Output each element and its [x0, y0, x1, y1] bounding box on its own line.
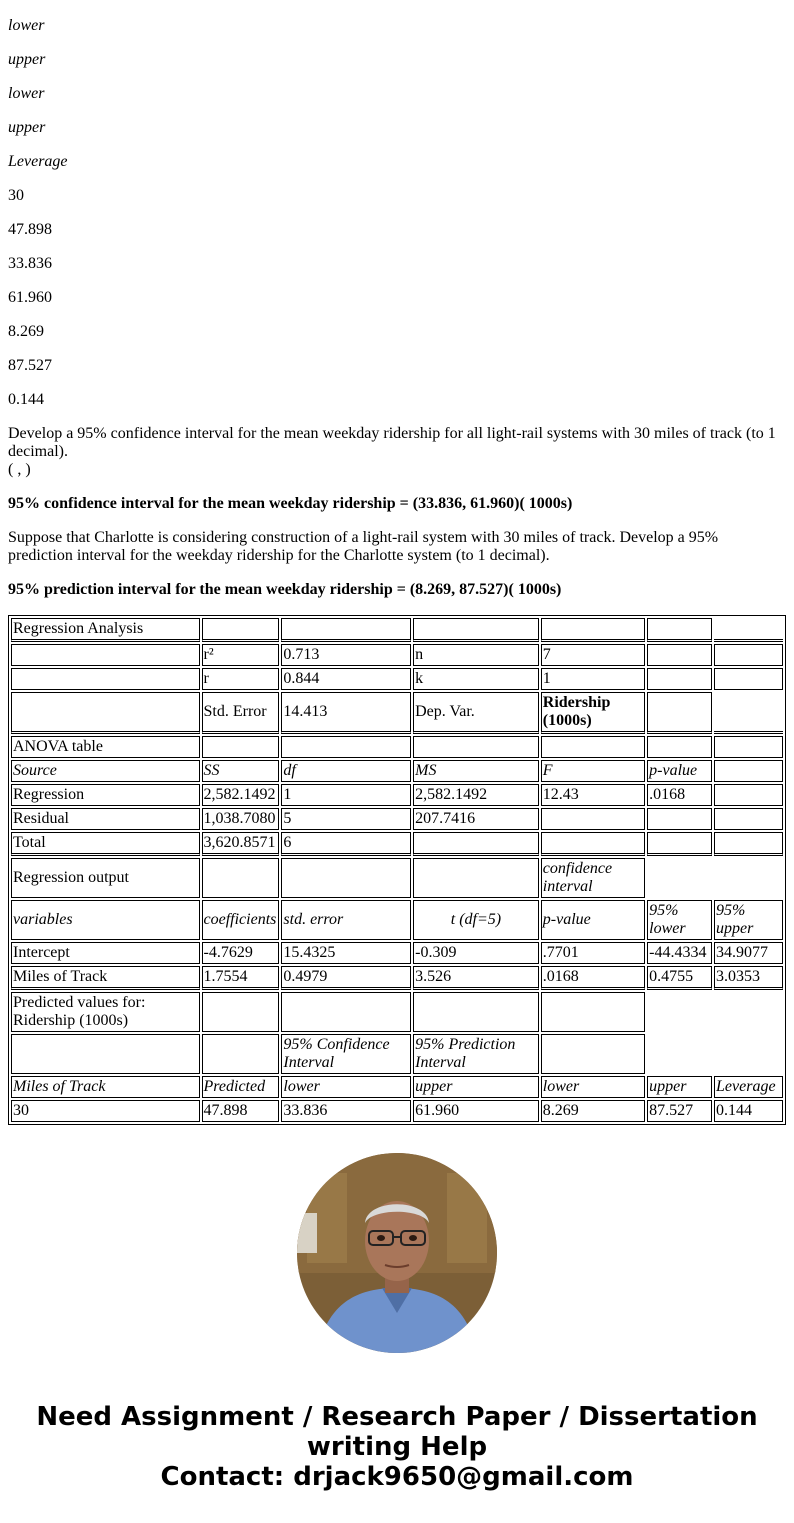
table-cell: 3.0353 [714, 966, 783, 990]
table-row [11, 668, 783, 690]
table-cell: 61.960 [413, 1100, 539, 1122]
table-cell: 12.43 [541, 784, 645, 806]
table-cell: Ridership (1000s) [541, 692, 645, 734]
table-row [11, 1076, 783, 1098]
list-line: 0.144 [8, 391, 44, 408]
avatar-portrait [297, 1153, 497, 1353]
table-row [11, 692, 783, 734]
table-cell: 87.527 [647, 1100, 712, 1122]
table-cell: 5 [281, 808, 411, 830]
table-cell: 2,582.1492 [413, 784, 539, 806]
avatar [297, 1153, 497, 1353]
question-1-blank: ( , ) [8, 461, 31, 478]
list-line: 47.898 [8, 221, 52, 238]
table-cell: r² [202, 644, 280, 666]
footer-banner [0, 1402, 794, 1492]
table-header: 95% lower [647, 900, 712, 940]
document-body [8, 0, 786, 1125]
table-cell: Residual [11, 808, 200, 830]
table-row [11, 644, 783, 666]
list-line: 30 [8, 187, 24, 204]
table-cell: Regression output [11, 858, 200, 898]
table-cell: n [413, 644, 539, 666]
table-cell: 0.144 [714, 1100, 783, 1122]
table-header: upper [413, 1076, 539, 1098]
table-cell: 3.526 [413, 966, 539, 990]
table-row [11, 1034, 783, 1074]
table-cell: .7701 [541, 942, 645, 964]
list-line: 87.527 [8, 357, 52, 374]
footer-line-1: Need Assignment / Research Paper / Dissertation writing Help [36, 1402, 758, 1462]
table-row [11, 618, 783, 642]
table-cell: 34.9077 [714, 942, 783, 964]
table-cell: Total [11, 832, 200, 856]
table-cell: -44.4334 [647, 942, 712, 964]
table-header: df [281, 760, 411, 782]
list-line: 33.836 [8, 255, 52, 272]
table-header: lower [281, 1076, 411, 1098]
regression-table [8, 615, 786, 1125]
table-header: SS [202, 760, 280, 782]
table-header: Miles of Track [11, 1076, 200, 1098]
table-cell: 8.269 [541, 1100, 645, 1122]
table-cell: 15.4325 [281, 942, 411, 964]
table-header: coefficients [202, 900, 280, 940]
table-cell: 1,038.7080 [202, 808, 280, 830]
list-line: lower [8, 85, 45, 102]
table-cell: Regression [11, 784, 200, 806]
table-cell: 14.413 [281, 692, 411, 734]
table-header: 95% upper [714, 900, 783, 940]
table-cell: r [202, 668, 280, 690]
table-cell: 1 [281, 784, 411, 806]
table-cell: 0.713 [281, 644, 411, 666]
table-row [11, 992, 783, 1032]
table-cell: Miles of Track [11, 966, 200, 990]
table-cell: Std. Error [202, 692, 280, 734]
table-header: p-value [647, 760, 712, 782]
table-header: Source [11, 760, 200, 782]
table-row [11, 858, 783, 898]
answer-1: 95% confidence interval for the mean weekday ridership = (33.836, 61.960)( 1000s) [8, 495, 573, 512]
table-cell: 47.898 [202, 1100, 280, 1122]
table-header: lower [541, 1076, 645, 1098]
question-1 [8, 425, 786, 479]
table-cell: 0.4755 [647, 966, 712, 990]
table-header: std. error [281, 900, 411, 940]
table-cell: 95% Confidence Interval [281, 1034, 411, 1074]
table-header: MS [413, 760, 539, 782]
list-line [8, 0, 786, 17]
table-header: variables [11, 900, 200, 940]
table-cell: Dep. Var. [413, 692, 539, 734]
table-row [11, 832, 783, 856]
table-cell: 0.844 [281, 668, 411, 690]
table-cell: Intercept [11, 942, 200, 964]
table-row [11, 808, 783, 830]
table-cell: .0168 [541, 966, 645, 990]
list-line: upper [8, 119, 46, 136]
table-row [11, 736, 783, 758]
table-header: upper [647, 1076, 712, 1098]
table-cell: 95% Prediction Interval [413, 1034, 539, 1074]
table-header: Predicted [202, 1076, 280, 1098]
footer-contact: Contact: drjack9650@gmail.com [160, 1462, 634, 1492]
answer-2: 95% prediction interval for the mean weekday ridership = (8.269, 87.527)( 1000s) [8, 581, 562, 598]
table-cell: 0.4979 [281, 966, 411, 990]
table-row [11, 966, 783, 990]
list-line: lower [8, 17, 45, 34]
table-row [11, 900, 783, 940]
table-cell: 1.7554 [202, 966, 280, 990]
table-row [11, 1100, 783, 1122]
list-line: 61.960 [8, 289, 52, 306]
table-header: p-value [541, 900, 645, 940]
table-cell: 30 [11, 1100, 200, 1122]
list-line: 8.269 [8, 323, 44, 340]
table-cell: 2,582.1492 [202, 784, 280, 806]
list-line: upper [8, 51, 46, 68]
table-cell: k [413, 668, 539, 690]
table-cell: -0.309 [413, 942, 539, 964]
table-row [11, 942, 783, 964]
table-cell: 3,620.8571 [202, 832, 280, 856]
list-line: Leverage [8, 153, 68, 170]
question-2: Suppose that Charlotte is considering construction of a light-rail system with 30 miles of track. Develop a 95% prediction interval for the weekday ridership for the Charlotte system (to 1 decimal). [8, 529, 719, 564]
table-cell: 1 [541, 668, 645, 690]
table-header: t (df=5) [413, 900, 539, 940]
table-header: F [541, 760, 645, 782]
question-1-text: Develop a 95% confidence interval for the mean weekday ridership for all light-rail systems with 30 miles of track (to 1 decimal). [8, 425, 776, 460]
table-cell: .0168 [647, 784, 712, 806]
table-row [11, 784, 783, 806]
table-title: Regression Analysis [11, 618, 200, 642]
table-cell: 6 [281, 832, 411, 856]
table-cell: 7 [541, 644, 645, 666]
table-row [11, 760, 783, 782]
table-cell: confidence interval [541, 858, 645, 898]
table-cell: Predicted values for: Ridership (1000s) [11, 992, 200, 1032]
table-cell: 33.836 [281, 1100, 411, 1122]
table-cell: ANOVA table [11, 736, 200, 758]
table-header: Leverage [714, 1076, 783, 1098]
table-cell: 207.7416 [413, 808, 539, 830]
table-cell: -4.7629 [202, 942, 280, 964]
